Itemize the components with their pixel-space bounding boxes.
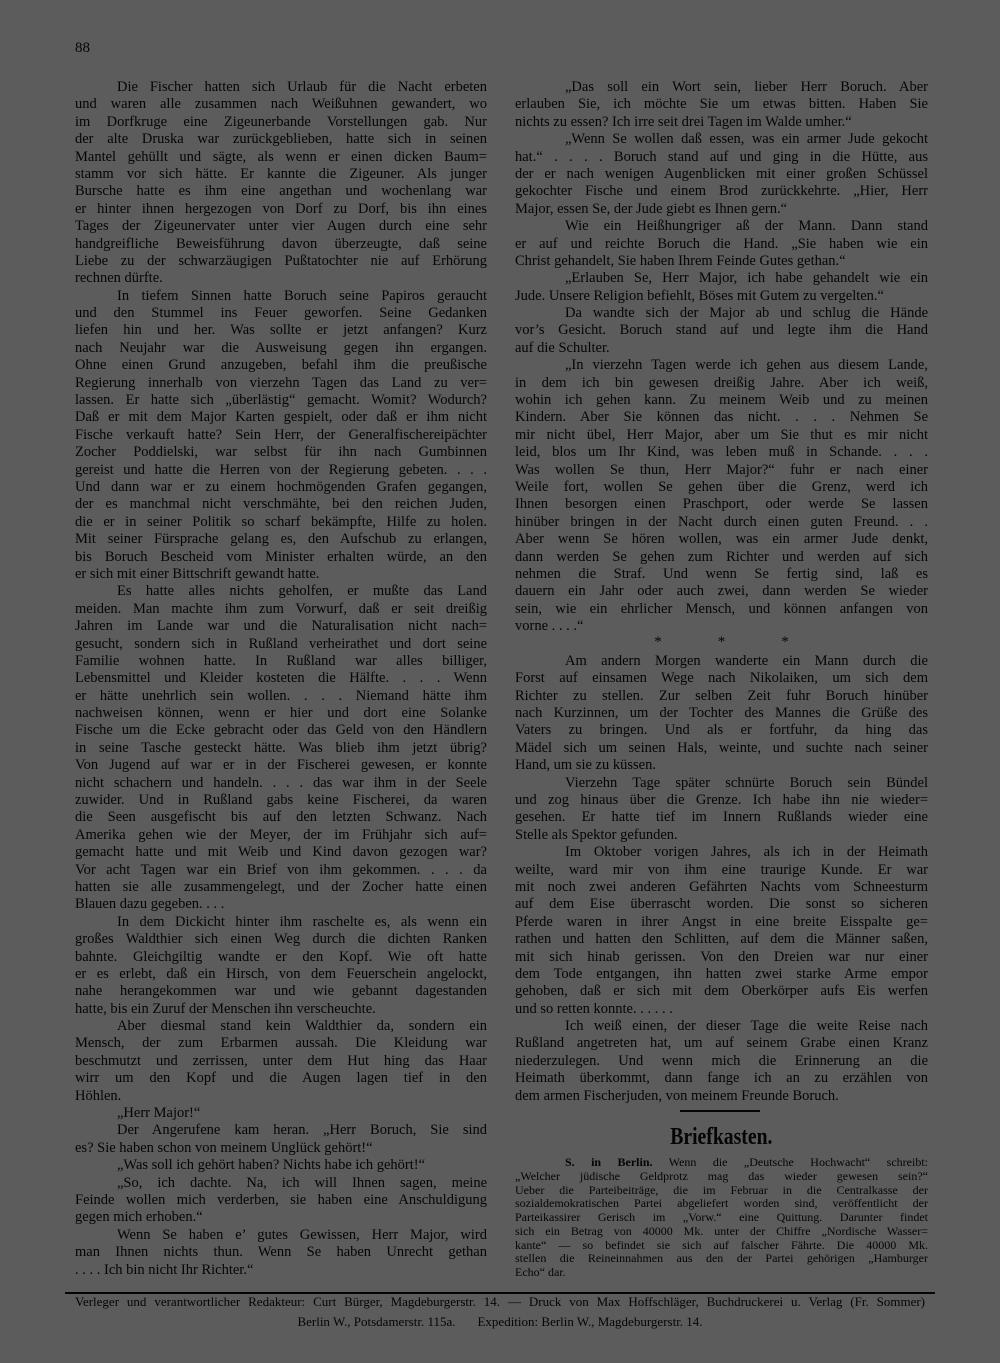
paragraph <box>75 1105 487 1122</box>
text-line: Richter zu stellen. Zur selben Zeit fuhr Boruch hinüber <box>515 687 928 704</box>
text-line: der alte Druska war zurückgeblieben, hatte sich in seinen <box>75 131 487 148</box>
text-line: dann werden Se gehen zum Richter und werden auf sich <box>515 548 928 565</box>
text-line: er es erlebt, daß ein Hirsch, von dem Feuerschein angelockt, <box>75 965 487 982</box>
text-line: nicht schachern und handeln. . . . das war ihm in der Seele <box>75 774 487 791</box>
text-line: Christ gehandelt, Sie haben Ihrem Feinde Gutes gethan.“ <box>515 252 846 269</box>
entry-text: Wenn die „Deutsche Hochwacht“ schreibt: <box>668 1156 928 1169</box>
imprint-line: Verleger und verantwortlicher Redakteur: Curt Bürger, Magdeburgerstr. 14. — Druck von Max Hoffschläger, Buchdruckerei u. Verlag (Fr. Sommer) <box>75 1294 925 1309</box>
text-line: . . . . Ich bin nicht Ihr Richter.“ <box>75 1261 254 1278</box>
text-line: Ohne einen Grund anzugeben, befahl ihm die preußische <box>75 357 487 374</box>
text-line: hatten sie alle zusammengelegt, und der Zocher hatte einen <box>75 878 487 895</box>
text-line: Liebe zu der schwarzäugigen Pußtatochter nie auf Erhörung <box>75 252 487 269</box>
paragraph <box>515 131 928 218</box>
text-line: gesehen. Er hatte tief im Innern Rußlands wieder eine <box>515 809 928 826</box>
paragraph <box>515 357 928 635</box>
text-line: gemacht hatte und mit Weib und Kind davon gezogen war? <box>75 844 487 861</box>
text-line: Tages der Zigeunervater unter vier Augen durch eine sehr <box>75 218 487 235</box>
paragraph <box>75 583 487 913</box>
separator-asterisk: * <box>654 633 662 650</box>
text-line: Was wollen Se thun, Herr Major?“ fuhr er nach einer <box>515 461 928 478</box>
text-line: Hand, um sie zu küssen. <box>515 757 656 774</box>
text-line: Mantel gehüllt und sägte, als wenn er einen dicken Baum= <box>75 148 487 165</box>
text-line: vor’s Gesicht. Boruch stand auf und legte ihm die Hand <box>515 322 928 339</box>
text-line: „Herr Major!“ <box>117 1105 201 1122</box>
text-line: die er in seiner Politik so scharf bekämpfte, Hilfe zu holen. <box>75 513 487 530</box>
text-line: Der Angerufene kam heran. „Herr Boruch, Sie sind <box>117 1122 487 1139</box>
paragraph <box>515 305 928 357</box>
text-line: zuwider. Und in Rußland gabs keine Fischerei, da waren <box>75 792 487 809</box>
text-line: handgreifliche Beweisführung davon überzeugte, daß seine <box>75 235 487 252</box>
text-line: Forst auf einsamen Wege nach Nikolaiken, um sich dem <box>515 670 928 687</box>
text-line: Amerika gehen wie der Meyer, der im Frühjahr sich auf= <box>75 826 487 843</box>
letterbox-line: sich ein Betrag von 40000 Mk. unter der Chiffre „Nordische Wasser= <box>515 1224 928 1238</box>
text-line: sein, wie ein ehrlicher Mensch, und können anfangen von <box>515 600 928 617</box>
text-line: Von Jugend auf war er in der Fischerei gewesen, er konnte <box>75 757 487 774</box>
text-line: Aber diesmal stand kein Waldthier da, sondern ein <box>117 1018 487 1035</box>
text-line: „Erlauben Se, Herr Major, ich habe gehandelt wie ein <box>565 270 928 287</box>
text-line: er hinter ihnen hergezogen von Dorf zu Dorf, bis ihn eines <box>75 200 487 217</box>
text-line: „Wenn Se wollen daß essen, was ein armer Jude gekocht <box>565 131 928 148</box>
text-line: nachweisen können, wenn er hier und dort eine Solanke <box>75 705 487 722</box>
letterbox-heading <box>515 1122 928 1152</box>
paragraph <box>75 79 487 288</box>
text-line: „Was soll ich gehört haben? Nichts habe ich gehört!“ <box>117 1157 426 1174</box>
text-line: Da wandte sich der Major ab und schlug die Hände <box>565 305 928 322</box>
text-line: rathen und hatten den Schlitten, auf dem die Männer saßen, <box>515 931 928 948</box>
text-line: die Seen ausgefischt bis auf den letzten Schwanz. Nach <box>75 809 487 826</box>
paragraph <box>75 1227 487 1279</box>
text-line: Feinde wollen mich verderben, sie haben eine Anschuldigung <box>75 1192 487 1208</box>
text-line: Im Oktober vorigen Jahres, als ich in der Heimath <box>565 844 928 861</box>
text-line: er sich mit einer Bittschrift gewandt hatte. <box>75 565 320 582</box>
letterbox-line: sozialdemokratischen Partei abgeliefert worden sind, veröffentlicht der <box>515 1197 928 1211</box>
text-line: nahe herangekommen war und wie gebannt dagestanden <box>75 983 487 1000</box>
paragraph <box>515 844 928 1018</box>
text-line: mit noch zwei anderen Gefährten Nachts vom Schneesturm <box>515 878 928 895</box>
text-line: gekochter Fische und einem Brod zurückkehrte. „Hier, Herr <box>515 183 928 200</box>
text-line: meiden. Man machte ihm zum Vorwurf, daß er seit dreißig <box>75 600 487 617</box>
text-line: Stelle als Spektor gefunden. <box>515 826 678 843</box>
text-line: Mensch, der zum Erbarmen aussah. Die Kleidung war <box>75 1035 487 1052</box>
text-line: hinüber bringen in der Nacht durch einen guten Freund. . . <box>515 513 928 530</box>
imprint-expedition-address: Expedition: Berlin W., Magdeburgerstr. 14. <box>477 1314 703 1329</box>
separator-asterisk: * <box>717 633 726 650</box>
text-line: Mädel sich um seinen Hals, weinte, und suchte nach seiner <box>515 739 928 756</box>
text-line: vorne . . . .“ <box>515 618 584 635</box>
entry-lead: S. in Berlin. <box>565 1156 653 1169</box>
text-line: leid, blos um Ihr Kind, was leben muß in Schande. . . . <box>515 444 928 461</box>
text-line: und so retten konnte. . . . . . <box>515 1000 673 1017</box>
right-column <box>515 79 928 1105</box>
text-line: in dem ich bin gewesen dreißig Jahre. Aber ich weiß, <box>515 374 928 391</box>
letterbox-line <box>515 1156 928 1170</box>
text-line: wirr um den Kopf und die Augen lagen tief in den <box>75 1070 487 1087</box>
text-line: „So, ich dachte. Na, ich will Ihnen sagen, meine <box>117 1174 487 1191</box>
text-line: Die Fischer hatten sich Urlaub für die Nacht erbeten <box>117 79 487 95</box>
imprint-publisher-address: Berlin W., Potsdamerstr. 115a. <box>297 1314 456 1329</box>
text-line: Wie ein Heißhungriger aß der Mann. Dann stand <box>565 218 928 235</box>
text-line: niederzulegen. Und wenn mich die Erinnerung an die <box>515 1052 928 1069</box>
paragraph <box>75 1122 487 1157</box>
text-line: hatte, bis ein Zuruf der Menschen ihn verscheuchte. <box>75 1000 376 1017</box>
text-line: nichts zu essen? Ich irre seit drei Tagen im Walde umher.“ <box>515 113 852 130</box>
text-line: Zocher Poddielski, war selbst für ihn nach Gumbinnen <box>75 444 487 461</box>
text-line: im Dorfkruge eine Zigeunerbande Vorstellungen gab. Nur <box>75 113 487 130</box>
text-line: Pferde waren in ihrer Angst in eine breite Eisspalte ge= <box>515 913 928 930</box>
text-line: Jahren im Lande war und die Naturalisation nicht nach= <box>75 618 487 635</box>
text-line: der er nach wenigen Augenblicken mit einer großen Schüssel <box>515 165 928 182</box>
text-line: Aber wenn Se hören wollen, was ein armer Jude denkt, <box>515 531 928 548</box>
text-line: Blauen dazu gegeben. . . . <box>75 896 225 913</box>
text-line: wohin ich gehen kann. Zu meinem Weib und zu meinen <box>515 392 928 409</box>
text-line: Regierung innerhalb von vierzehn Tagen das Land zu ver= <box>75 374 487 391</box>
text-line: liefen hin und her. Was sollte er jetzt anfangen? Kurz <box>75 322 487 339</box>
text-line: Bursche hatte es ihm eine angethan und wochenlang war <box>75 183 487 200</box>
text-line: und waren alle zusammen nach Weißuhnen gewandert, wo <box>75 96 487 113</box>
text-line: mir nicht übel, Herr Major, aber um Sie thut es mir nicht <box>515 426 928 443</box>
text-line: rechnen dürfte. <box>75 270 163 287</box>
text-line: dem Tode entgangen, ihn hatten zwei starke Arme empor <box>515 965 928 982</box>
text-line: Mit seiner Fürsprache gelang es, den Aufschub zu erlangen, <box>75 531 487 548</box>
text-line: großes Waldthier sich einen Weg durch die dichten Ranken <box>75 931 487 948</box>
text-line: dem armen Fischerjuden, von meinem Freunde Boruch. <box>515 1087 839 1104</box>
letterbox-line: Echo“ dar. <box>515 1266 566 1279</box>
text-line: Höhlen. <box>75 1087 122 1104</box>
paragraph <box>515 1018 928 1105</box>
text-line: bahnte. Gleichgiltig wandte er den Kopf. Wie oft hatte <box>75 948 487 965</box>
paragraph <box>75 1157 487 1174</box>
paragraph <box>515 653 928 775</box>
text-line: gereist und hatte die Herren von der Regierung gebeten. . . . <box>75 461 487 478</box>
paragraph <box>515 775 928 845</box>
text-line: Rußland angetreten hat, um auf seinem Grabe einen Kranz <box>515 1035 928 1052</box>
text-line: Daß er mit dem Major Karten gespielt, oder daß er ihm nicht <box>75 409 487 426</box>
text-line: beschmutzt und zerrissen, unter dem Hut hing das Haar <box>75 1052 487 1069</box>
text-line: auf die Schulter. <box>515 339 610 356</box>
letterbox-line: Parteikassirer Gerisch im „Vorw.“ eine Quittung. Darunter findet <box>515 1211 928 1224</box>
text-line: Familie wohnen hatte. In Rußland war alles billiger, <box>75 652 487 669</box>
letterbox-line: kante“ — so befindet sie sich auf falscher Fährte. Die 40000 Mk. <box>515 1238 928 1252</box>
letterbox-line: Ueber die Parteibeiträge, die im Februar in die Centralkasse der <box>515 1183 928 1197</box>
text-line: Heimath überkommt, dann fange ich an zu erzählen von <box>515 1070 928 1087</box>
text-line: Und dann war er zu einem hochmögenden Grafen gegangen, <box>75 478 487 495</box>
text-line: Vierzehn Tage später schnürte Boruch sein Bündel <box>565 774 928 791</box>
letterbox-line: „Welcher jüdische Geldprotz mag das wieder gewesen sein?“ <box>515 1169 928 1183</box>
paragraph <box>75 1018 487 1105</box>
left-column <box>75 79 487 1279</box>
separator-dinkus <box>515 633 928 653</box>
text-line: Weile fort, wollen Se gehen über die Grenz, werd ich <box>515 478 928 495</box>
letterbox-body <box>515 1156 928 1280</box>
text-line: man Ihnen nichts thun. Wenn Se haben Unrecht gethan <box>75 1244 487 1261</box>
text-line: gegen mich erhoben.“ <box>75 1209 203 1226</box>
paragraph <box>75 914 487 1018</box>
text-line: Am andern Morgen wanderte ein Mann durch die <box>565 652 928 669</box>
text-line: weilte, ward mir von ihm eine traurige Kunde. Er war <box>515 861 928 878</box>
section-rule <box>680 1110 760 1112</box>
text-line: Major, essen Se, der Jude giebt es Ihnen gern.“ <box>515 200 788 217</box>
text-line: Fische um die Ecke gebracht oder das Geld von den Händlern <box>75 722 487 739</box>
text-line: dauern ein Jahr oder auch zwei, dann werden Se wieder <box>515 583 928 600</box>
text-line: hat.“ . . . . Boruch stand auf und ging in die Hütte, aus <box>515 148 928 165</box>
text-line: gesucht, sondern sich in Rußland verheirathet und dort seine <box>75 635 487 652</box>
text-line: Lebensmittel und Kleider kosteten die Hälfte. . . . Wenn <box>75 670 487 687</box>
text-line: Es hatte alles nichts geholfen, er mußte das Land <box>117 583 487 600</box>
text-line: Ihnen besorgen einen Praschport, oder werde Se lassen <box>515 496 928 513</box>
paragraph <box>515 270 928 305</box>
text-line: und den Stummel ins Feuer geworfen. Seine Gedanken <box>75 305 487 322</box>
text-line: er hätte unehrlich sein wollen. . . . Niemand hätte ihm <box>75 687 487 704</box>
text-line: Jude. Unsere Religion befiehlt, Böses mit Gutem zu vergelten.“ <box>515 287 884 304</box>
text-line: und zog hinaus über die Grenze. Ich habe ihn nie wieder= <box>515 792 928 809</box>
text-line: In tiefem Sinnen hatte Boruch seine Papiros geraucht <box>117 287 487 304</box>
separator-asterisk: * <box>781 633 789 650</box>
text-line: in seine Tasche gesteckt hätte. Was blieb ihm jetzt übrig? <box>75 739 487 756</box>
paragraph <box>515 218 928 270</box>
text-line: Wenn Se haben e’ gutes Gewissen, Herr Major, wird <box>117 1226 487 1243</box>
text-line: „In vierzehn Tagen werde ich gehen aus diesem Lande, <box>565 357 928 374</box>
imprint-address <box>250 1314 750 1330</box>
text-line: stamm vor sich hätte. Er kannte die Zigeuner. Als junger <box>75 165 487 182</box>
text-line: „Das soll ein Wort sein, lieber Herr Boruch. Aber <box>565 79 928 95</box>
paragraph <box>75 288 487 584</box>
text-line: es? Sie haben schon von meinem Unglück gehört!“ <box>75 1139 373 1156</box>
text-line: In dem Dickicht hinter ihm raschelte es, als wenn ein <box>117 913 487 930</box>
text-line: nach Neujahr war die Ausweisung gegen ihn ergangen. <box>75 339 487 356</box>
text-line: Vaters zu bringen. Und als er fortfuhr, da hing das <box>515 722 928 739</box>
text-line: nehmen die Straf. Und wenn Se fertig sind, laß es <box>515 565 928 582</box>
text-line: er auf und reichte Boruch die Hand. „Sie haben wie ein <box>515 235 928 252</box>
text-line: Fische verkauft hatte? Sein Herr, der Generalfischereipächter <box>75 426 487 443</box>
text-line: auf dem Eise überrascht worden. Die sonst so sicheren <box>515 896 928 913</box>
paragraph <box>75 1175 487 1227</box>
text-line: Vor acht Tagen war ein Brief von ihm gekommen. . . . da <box>75 861 487 878</box>
text-line: bis Boruch Bescheid vom Minister erhalten würde, an den <box>75 548 487 565</box>
text-line: Kindern. Aber Sie können das nicht. . . . Nehmen Se <box>515 409 928 426</box>
text-line: gehoben, daß er sich mit dem Oberkörper aufs Eis werfen <box>515 983 928 1000</box>
text-line: erlauben Sie, ich möchte Sie um etwas bitten. Haben Sie <box>515 96 928 113</box>
letterbox-entry <box>515 1156 928 1280</box>
text-line: mit sich hinab gerissen. Von den Dreien war nur einer <box>515 948 928 965</box>
letterbox-title: Briefkasten. <box>670 1124 773 1150</box>
text-line: Ich weiß einen, der dieser Tage die weite Reise nach <box>565 1018 928 1035</box>
text-line: der es manchmal nicht verschmähte, bei den reichen Juden, <box>75 496 487 513</box>
text-line: nach Kurzinnen, um der Tochter des Mannes die Grüße des <box>515 705 928 722</box>
paragraph <box>515 79 928 131</box>
text-line: lassen. Er hatte sich „überlästig“ gemacht. Womit? Wodurch? <box>75 392 487 409</box>
letterbox-line: stellen die Reineinnahmen aus den der Partei gehörigen „Hamburger <box>515 1252 928 1266</box>
page-number: 88 <box>75 40 90 56</box>
